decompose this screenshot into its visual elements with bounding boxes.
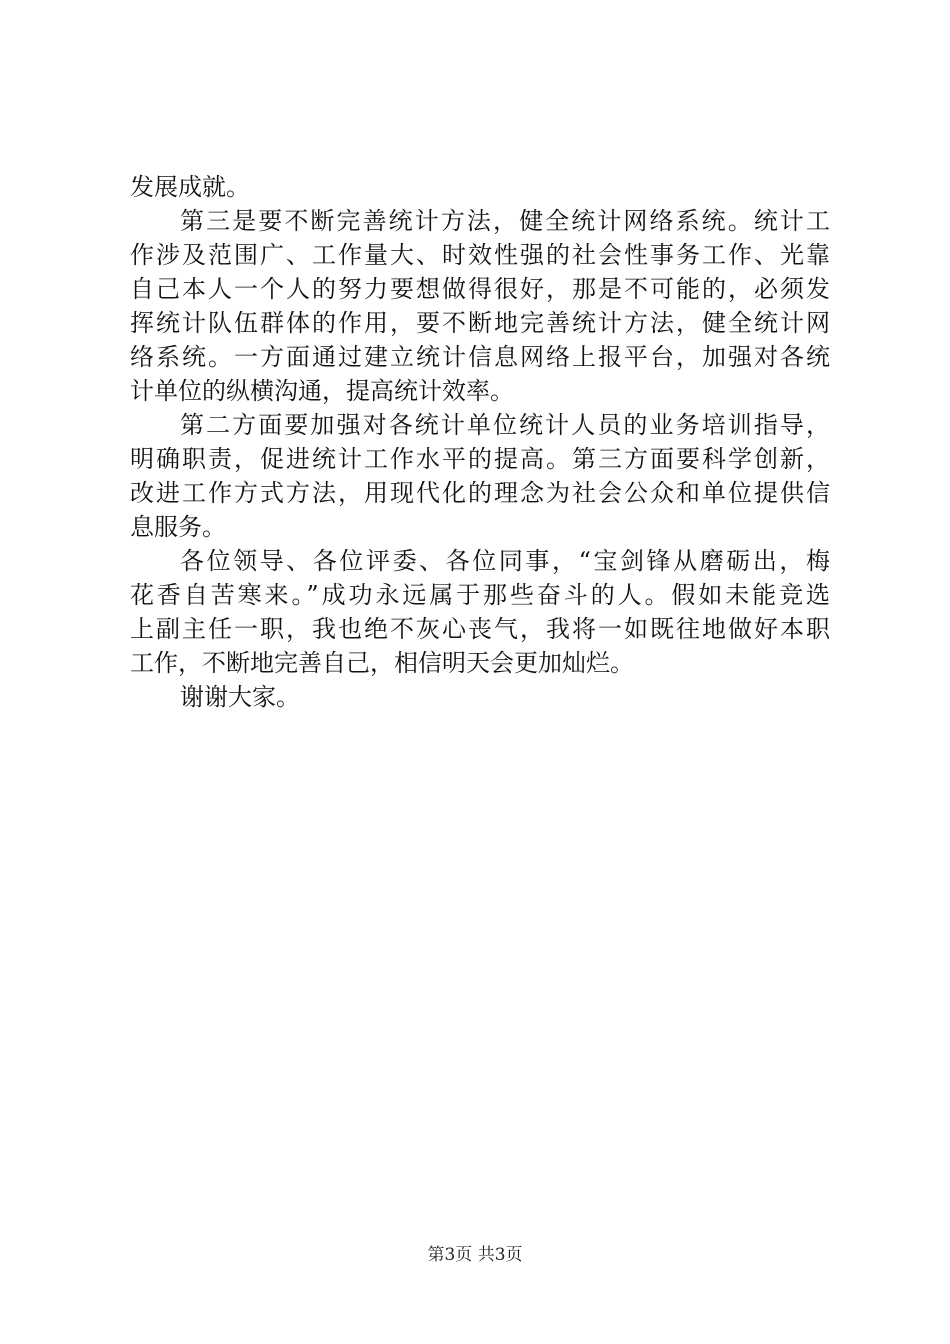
- text-line: 自己本人一个人的努力要想做得很好，那是不可能的，必须发: [130, 275, 830, 303]
- text-line: 第二方面要加强对各统计单位统计人员的业务培训指导，: [180, 411, 830, 439]
- text-line: 花香自苦寒来。”成功永远属于那些奋斗的人。假如未能竞选: [130, 581, 830, 609]
- text-line: 各位领导、各位评委、各位同事，“宝剑锋从磨砺出，梅: [180, 547, 830, 575]
- page-number-footer: 第3页 共3页: [427, 1245, 523, 1265]
- text-line: 谢谢大家。: [180, 683, 300, 711]
- text-line: 改进工作方式方法，用现代化的理念为社会公众和单位提供信: [130, 479, 830, 507]
- text-line: 发展成就。: [130, 173, 250, 201]
- text-line: 工作，不断地完善自己，相信明天会更加灿烂。: [130, 649, 634, 677]
- text-line: 络系统。一方面通过建立统计信息网络上报平台，加强对各统: [130, 343, 830, 371]
- text-line: 作涉及范围广、工作量大、时效性强的社会性事务工作、光靠: [130, 241, 830, 269]
- text-line: 挥统计队伍群体的作用，要不断地完善统计方法，健全统计网: [130, 309, 830, 337]
- document-body: [130, 170, 830, 714]
- text-line: 第三是要不断完善统计方法，健全统计网络系统。统计工: [180, 207, 830, 235]
- text-line: 明确职责，促进统计工作水平的提高。第三方面要科学创新，: [130, 445, 830, 473]
- text-line: 计单位的纵横沟通，提高统计效率。: [130, 377, 514, 405]
- text-line: 息服务。: [130, 513, 226, 541]
- text-line: 上副主任一职，我也绝不灰心丧气，我将一如既往地做好本职: [130, 615, 830, 643]
